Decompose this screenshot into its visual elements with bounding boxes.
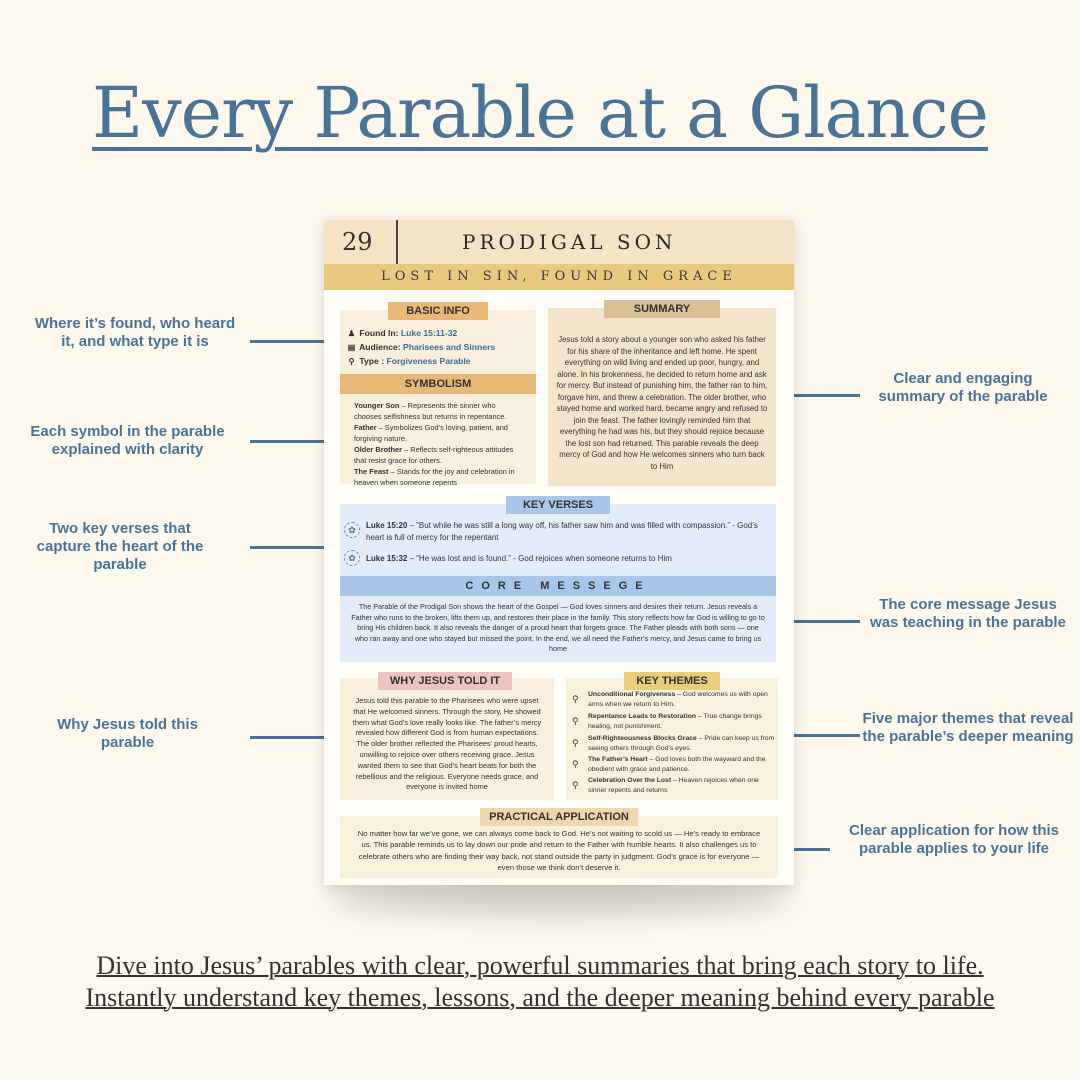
callout-key-verses: Two key verses that capture the heart of the parable (36, 520, 204, 573)
symbolism-panel (340, 394, 536, 487)
symbol-item: Older Brother – Reflects self-righteous attitudes that resist grace for others. (354, 445, 514, 465)
theme-item: Self-Righteousness Blocks Grace – Pride can keep us from seeing others through God’s eyes. (588, 735, 775, 753)
parable-title: PRODIGAL SON (462, 230, 677, 254)
theme-item: Unconditional Forgiveness – God welcomes us with open arms when we return to Him. (588, 691, 768, 709)
found-in-row: ♟ Found In: Luke 15:11-32 (347, 328, 458, 338)
core-message-text: The Parable of the Prodigal Son shows the heart of the Gospel — God loves sinners and desires their return. Jesus reveals a Father who runs to the broken, lifts them up, and restores their place in the family. This story reflects how far God is willing to go to bring His children back. It also reveals the danger of a proud heart that forgets grace. The Father pleads with both sons — one who ran away and one who stayed but missed the point. In the end, we all need the Father’s mercy, and Jesus came to bring us home (351, 602, 765, 654)
parable-sheet (324, 220, 794, 885)
symbolism-heading-bar (340, 374, 536, 394)
type-row: ⚲ Type : Forgiveness Parable (346, 356, 471, 366)
application-text: No matter how far we’ve gone, we can always come back to God. He’s not waiting to scold us — He’s ready to embrace us. This parable reminds us to lay down our pride and return to the Father with humble hearts. It also challenges us to celebrate others who are finding their way back, not stand outside the party in judgment. God’s grace is for everyone — even those we think don’t deserve it. (357, 829, 761, 873)
key-verse-item: Luke 15:20 – “But while he was still a long way off, his father saw him and was filled with compassion.” - God’s heart is full of mercy for the repentant (366, 521, 758, 542)
book-icon: ♟ (347, 329, 356, 338)
why-told-heading: WHY JESUS TOLD IT (378, 672, 512, 690)
why-told-text: Jesus told this parable to the Pharisees who were upset that He welcomed sinners. Through the story, He showed them what God’s love really looks like. The father’s mercy revealed how different God is from human expectations. The older brother reflected the Pharisees’ proud hearts, unwilling to rejoice over others receiving grace. Jesus wanted them to see that God’s heart beats for both the rebellious and the religious. Everyone needs grace, and everyone is invited home (352, 696, 542, 792)
magnifier-icon: ⚲ (572, 759, 579, 769)
sheet-shadow (330, 880, 790, 916)
callout-core-message: The core message Jesus was teaching in the parable (870, 596, 1066, 631)
theme-item: Celebration Over the Lost – Heaven rejoices when one sinner repents and returns (588, 777, 759, 795)
callout-symbolism: Each symbol in the parable explained with clarity (30, 423, 225, 458)
pin-icon: ⚲ (348, 357, 355, 366)
dove-icon: ✿ (344, 550, 360, 566)
key-verses-heading: KEY VERSES (506, 496, 610, 514)
theme-item: The Father’s Heart – God loves both the wayward and the obedient with grace and patience. (588, 756, 766, 774)
theme-item: Repentance Leads to Restoration – True change brings healing, not punishment. (588, 713, 762, 731)
application-panel (340, 811, 778, 878)
summary-panel (548, 303, 776, 486)
callout-basic-info: Where it’s found, who heard it, and what type it is (34, 315, 236, 350)
parable-number: 29 (342, 228, 373, 256)
key-verse-item: Luke 15:32 – “He was lost and is found.” - God rejoices when someone returns to Him (366, 554, 672, 563)
symbol-item: Younger Son – Represents the sinner who chooses selfishness but returns in repentance. (354, 401, 507, 421)
callout-application: Clear application for how this parable applies to your life (848, 822, 1060, 857)
callout-why-told: Why Jesus told this parable (57, 716, 198, 751)
key-themes-heading: KEY THEMES (624, 672, 720, 690)
callout-summary: Clear and engaging summary of the parable (878, 370, 1048, 405)
symbol-item: The Feast – Stands for the joy and celebration in heaven when someone repents (354, 467, 515, 487)
magnifier-icon: ⚲ (572, 716, 579, 726)
magnifier-icon: ⚲ (572, 694, 579, 704)
audience-row: ▤ Audience: Pharisees and Sinners (347, 342, 496, 352)
core-message-bar (340, 576, 776, 596)
key-verses-panel (340, 499, 776, 576)
key-themes-panel (566, 675, 778, 800)
magnifier-icon: ⚲ (572, 780, 579, 790)
sheet-header (324, 220, 794, 264)
summary-heading: SUMMARY (604, 300, 720, 318)
symbol-item: Father – Symbolizes God’s loving, patient, and forgiving nature. (354, 423, 508, 443)
basic-info-heading: BASIC INFO (388, 302, 488, 320)
page-title: Every Parable at a Glance (92, 72, 988, 154)
core-message-panel (340, 596, 776, 662)
parable-subtitle: LOST IN SIN, FOUND IN GRACE (324, 264, 794, 290)
why-told-panel (340, 675, 554, 800)
callout-key-themes: Five major themes that reveal the parable’s deeper meaning (862, 710, 1074, 745)
symbolism-heading: SYMBOLISM (404, 378, 472, 390)
people-icon: ▤ (347, 343, 356, 352)
application-heading: PRACTICAL APPLICATION (480, 808, 638, 826)
footer-tagline: Dive into Jesus’ parables with clear, powerful summaries that bring each story to life. Instantly understand key themes, lessons, and the deeper meaning behind every parable (85, 951, 995, 1012)
dove-icon: ✿ (344, 522, 360, 538)
core-message-heading: CORE MESSEGE (465, 580, 651, 592)
header-divider (396, 220, 398, 264)
summary-text: Jesus told a story about a younger son who asked his father for his share of the inheritance and left home. He spent everything on wild living and ended up poor, hungry, and alone. In his brokenness, he decided to return home and ask for mercy. But instead of punishing him, the father ran to him, forgave him, and threw a celebration. The older brother, who stayed home and worked hard, became angry and refused to join the feast. The father lovingly reminded him that everything he had was his, but they should rejoice because the lost son had returned. This parable reveals the deep mercy of God and how He welcomes sinners who turn back to Him (556, 335, 768, 471)
magnifier-icon: ⚲ (572, 738, 579, 748)
